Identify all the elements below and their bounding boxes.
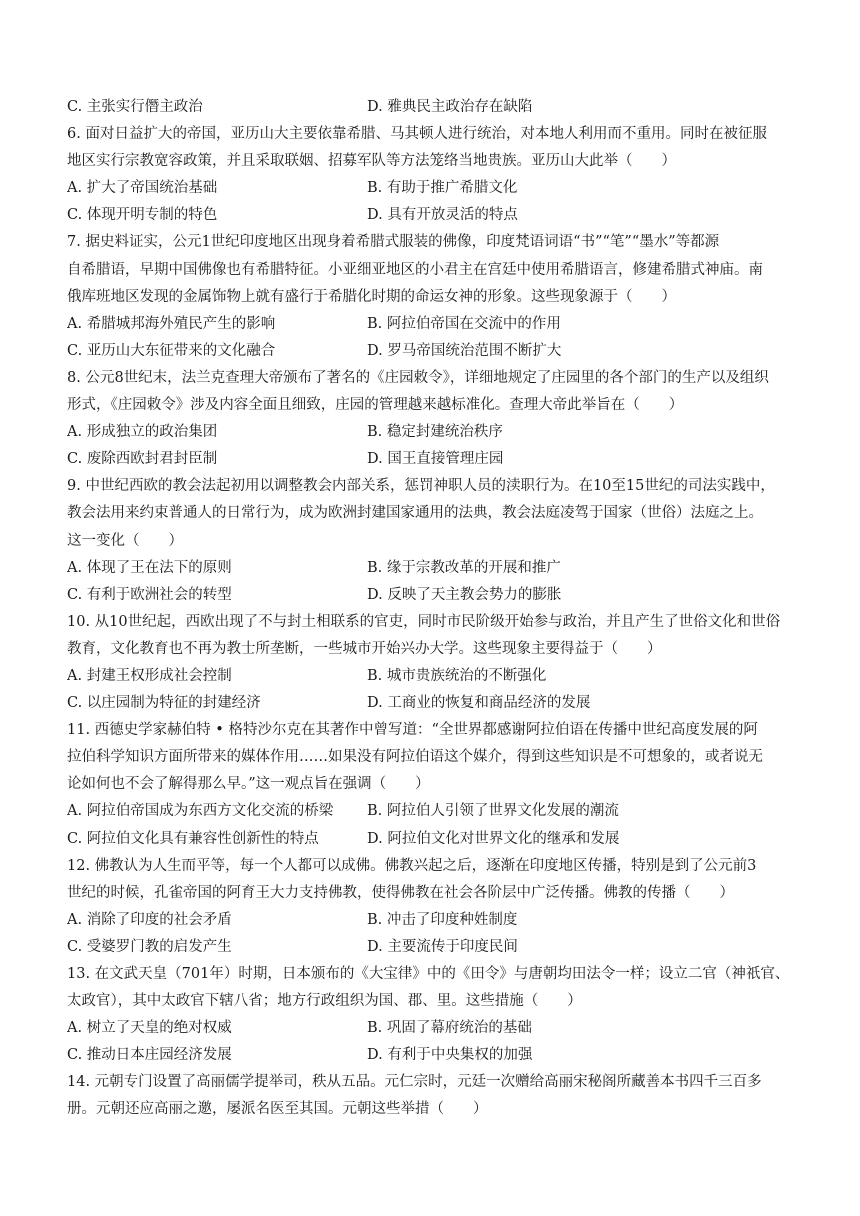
question-text-line: 册。元朝还应高丽之邀，屡派名医至其国。元朝这些举措（ ） [67, 1101, 488, 1118]
answer-options-row [67, 175, 799, 202]
answer-options-row [67, 663, 799, 690]
answer-option: C. 体现开明专制的特色 [67, 207, 218, 224]
answer-option: A. 封建王权形成社会控制 [67, 667, 232, 684]
answer-option: B. 阿拉伯帝国在交流中的作用 [367, 315, 561, 332]
question-text-line: 世纪的时候，孔雀帝国的阿育王大力支持佛教，使得佛教在社会各阶层中广泛传播。佛教的传播（ ） [67, 884, 734, 901]
answer-option: C. 亚历山大东征带来的文化融合 [67, 342, 276, 359]
answer-options-row [67, 338, 799, 365]
answer-options-row [67, 826, 799, 853]
question-text-line: 9. 中世纪西欧的教会法起初用以调整教会内部关系，惩罚神职人员的渎职行为。在10至15世纪的司法实践中， [67, 478, 775, 495]
question-text-line: 10. 从10世纪起，西欧出现了不与封土相联系的官吏，同时市民阶级开始参与政治，并且产生了世俗文化和世俗 [67, 613, 781, 630]
answer-option: D. 工商业的恢复和商品经济的发展 [367, 695, 591, 712]
answer-option: D. 主要流传于印度民间 [367, 938, 518, 955]
question-text-line: 6. 面对日益扩大的帝国，亚历山大主要依靠希腊、马其顿人进行统治，对本地人利用而不重用。同时在被征服 [67, 126, 767, 143]
answer-option: A. 消除了印度的社会矛盾 [67, 911, 232, 928]
answer-option: A. 树立了天皇的绝对权威 [67, 1020, 232, 1037]
answer-option: C. 以庄园制为特征的封建经济 [67, 695, 261, 712]
answer-option: D. 阿拉伯文化对世界文化的继承和发展 [367, 830, 620, 847]
answer-option: C. 废除西欧封君封臣制 [67, 451, 218, 468]
answer-options-row [67, 446, 799, 473]
answer-options-row [67, 798, 799, 825]
question-text-line: 教会法用来约束普通人的日常行为，成为欧洲封建国家通用的法典，教会法庭凌驾于国家（世俗）法庭之上。 [67, 505, 763, 522]
question-text-line: 论如何也不会了解得那么早。”这一观点旨在强调（ ） [67, 776, 430, 793]
answer-options-row [67, 582, 799, 609]
exam-page [67, 94, 799, 1124]
answer-option: C. 推动日本庄园经济发展 [67, 1047, 232, 1064]
question-text-line: 7. 据史料证实，公元1世纪印度地区出现身着希腊式服装的佛像，印度梵语词语“书”“笔”“墨水”等都源 [67, 234, 720, 251]
answer-options-row [67, 555, 799, 582]
answer-options-row [67, 690, 799, 717]
answer-option: B. 缘于宗教改革的开展和推广 [367, 559, 561, 576]
question-text-line: 拉伯科学知识方面所带来的媒体作用……如果没有阿拉伯语这个媒介，得到这些知识是不可想象的，或者说无 [67, 749, 763, 766]
answer-options-row [67, 311, 799, 338]
answer-options-row [67, 907, 799, 934]
answer-option: B. 巩固了幕府统治的基础 [367, 1020, 532, 1037]
answer-option: A. 希腊城邦海外殖民产生的影响 [67, 315, 276, 332]
answer-options-row [67, 94, 799, 121]
answer-options-row [67, 202, 799, 229]
question-text-line: 教育，文化教育也不再为教士所垄断，一些城市开始兴办大学。这些现象主要得益于（ ） [67, 640, 662, 657]
question-text-line: 13. 在文武天皇（701年）时期，日本颁布的《大宝律》中的《田令》与唐朝均田法令一样；设立二官（神祇官、 [67, 966, 790, 982]
question-text-line: 14. 元朝专门设置了高丽儒学提举司，秩从五品。元仁宗时，元廷一次赠给高丽宋秘阁所藏善本书四千三百多 [67, 1074, 762, 1091]
answer-options-row [67, 1015, 799, 1042]
answer-options-row [67, 934, 799, 961]
answer-option: B. 稳定封建统治秩序 [367, 424, 503, 441]
answer-option: B. 城市贵族统治的不断强化 [367, 667, 547, 684]
answer-option: C. 主张实行僭主政治 [67, 99, 203, 115]
answer-option: D. 罗马帝国统治范围不断扩大 [367, 342, 562, 359]
question-text-line: 这一变化（ ） [67, 532, 183, 549]
question-text-line: 12. 佛教认为人生而平等，每一个人都可以成佛。佛教兴起之后，逐渐在印度地区传播，特别是到了公元前3 [67, 857, 757, 874]
question-text-line: 形式，《庄园敕令》涉及内容全面且细致，庄园的管理越来越标准化。查理大帝此举旨在（ ） [67, 397, 684, 414]
answer-option: A. 扩大了帝国统治基础 [67, 180, 218, 197]
question-text-line: 俄库班地区发现的金属饰物上就有盛行于希腊化时期的命运女神的形象。这些现象源于（ ） [67, 288, 676, 305]
answer-option: C. 有利于欧洲社会的转型 [67, 586, 232, 603]
answer-option: D. 具有开放灵活的特点 [367, 207, 518, 224]
answer-option: D. 有利于中央集权的加强 [367, 1047, 533, 1064]
answer-option: A. 阿拉伯帝国成为东西方文化交流的桥梁 [67, 803, 334, 820]
answer-option: B. 有助于推广希腊文化 [367, 180, 518, 197]
answer-option: D. 反映了天主教会势力的膨胀 [367, 586, 562, 603]
answer-option: B. 阿拉伯人引领了世界文化发展的潮流 [367, 803, 619, 820]
question-text-line: 11. 西德史学家赫伯特 • 格特沙尔克在其著作中曾写道：“全世界都感谢阿拉伯语在传播中世纪高度发展的阿 [67, 722, 758, 739]
question-text-line: 太政官），其中太政官下辖八省；地方行政组织为国、郡、里。这些措施（ ） [67, 993, 582, 1010]
answer-option: A. 形成独立的政治集团 [67, 424, 218, 441]
question-text-line: 8. 公元8世纪末，法兰克查理大帝颁布了著名的《庄园敕令》，详细地规定了庄园里的各个部门的生产以及组织 [67, 369, 769, 386]
answer-option: C. 受婆罗门教的启发产生 [67, 938, 232, 955]
answer-option: D. 雅典民主政治存在缺陷 [367, 99, 533, 115]
answer-options-row [67, 419, 799, 446]
question-text-line: 自希腊语，早期中国佛像也有希腊特征。小亚细亚地区的小君主在宫廷中使用希腊语言，修建希腊式神庙。南 [67, 261, 763, 278]
answer-options-row [67, 1042, 799, 1069]
answer-option: A. 体现了王在法下的原则 [67, 559, 232, 576]
answer-option: B. 冲击了印度种姓制度 [367, 911, 518, 928]
answer-option: C. 阿拉伯文化具有兼容性创新性的特点 [67, 830, 319, 847]
answer-option: D. 国王直接管理庄园 [367, 451, 504, 468]
question-text-line: 地区实行宗教宽容政策，并且采取联姻、招募军队等方法笼络当地贵族。亚历山大此举（ ） [67, 153, 676, 170]
